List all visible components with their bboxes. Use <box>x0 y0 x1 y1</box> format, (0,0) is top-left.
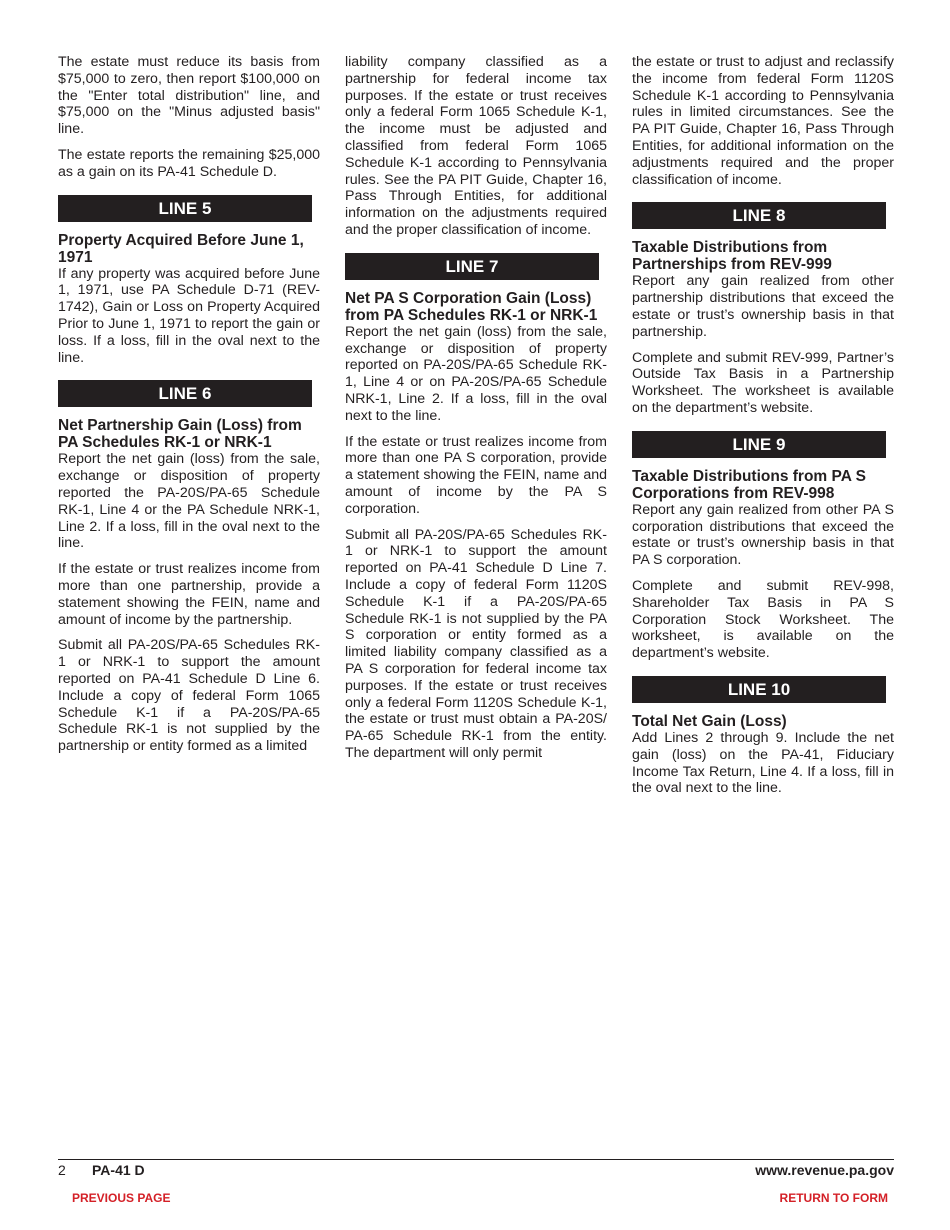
paragraph: If any property was acquired before June 1, 1971, use PA Schedule D-71 (REV-1742), Gain or Loss on Property Acquired Prior to June 1, 1971 to report the gain or loss. If a loss, fill in the oval next to the line. <box>58 265 320 366</box>
paragraph: Report the net gain (loss) from the sale, exchange or disposition of property reported the PA-20S/PA-65 Schedule RK-1, Line 4 or the PA Schedule NRK-1, Line 2. If a loss, fill in the oval next to the line. <box>58 451 320 552</box>
column-1 <box>58 54 320 764</box>
paragraph: Report any gain realized from other PA S corporation distributions that exceed the estate or trust’s ownership basis in that PA S corporation. <box>632 501 894 569</box>
previous-page-link[interactable]: PREVIOUS PAGE <box>72 1191 171 1205</box>
paragraph: Report any gain realized from other partnership distributions that exceed the estate or trust’s ownership basis in that partnership. <box>632 273 894 340</box>
line-7-header: LINE 7 <box>345 253 599 280</box>
column-3 <box>632 54 894 806</box>
paragraph: Report the net gain (loss) from the sale, exchange or disposition of property reported on PA-20S/PA-65 Schedule RK-1, Line 4 or on PA-20S/PA-65 Schedule NRK-1, Line 2. If a loss, fill in the oval next to the line. <box>345 323 607 424</box>
paragraph: Submit all PA-20S/PA-65 Schedules RK-1 or NRK-1 to support the amount reported on PA-41 Schedule D Line 7. Include a copy of federal Form 1120S Schedule K-1 if a PA-20S/PA-65 Schedule RK-1 is not supplied by the PA S corporation or entity formed as a limited liability company classified as a PA S corporation for federal income tax purposes. If the estate or trust receives only a federal Form 1120S Schedule K-1, the estate or trust must obtain a PA-20S/ PA-65 Schedule RK-1 from the entity. The department will only permit <box>345 526 607 761</box>
line-10-header: LINE 10 <box>632 676 886 703</box>
line-5-heading: Property Acquired Before June 1, 1971 <box>58 231 304 266</box>
form-name: PA-41 D <box>92 1162 145 1178</box>
paragraph: Add Lines 2 through 9. Include the net gain (loss) on the PA-41, Fiduciary Income Tax Return, Line 4. If a loss, fill in the oval next to the line. <box>632 729 894 797</box>
paragraph: If the estate or trust realizes income from more than one partnership, provide a statement showing the FEIN, name and amount of income by the partnership. <box>58 561 320 628</box>
line-5-header: LINE 5 <box>58 195 312 222</box>
line-9-header: LINE 9 <box>632 431 886 458</box>
paragraph: Complete and submit REV-998, Shareholder Tax Basis in PA S Corporation Stock Worksheet. The worksheet, is available on the department’s website. <box>632 577 894 662</box>
paragraph: If the estate or trust realizes income from more than one PA S corporation, provide a statement showing the FEIN, name and amount of income by the PA S corporation. <box>345 433 607 517</box>
line-9-heading: Taxable Distributions from PA S Corporations from REV-998 <box>632 467 866 502</box>
paragraph: The estate must reduce its basis from $75,000 to zero, then report $100,000 on the "Enter total distribution" line, and $75,000 on the "Minus adjusted basis" line. <box>58 54 320 138</box>
page-number: 2 <box>58 1162 66 1178</box>
line-6-header: LINE 6 <box>58 380 312 407</box>
return-to-form-link[interactable]: RETURN TO FORM <box>779 1191 888 1205</box>
column-2 <box>345 54 607 771</box>
line-8-header: LINE 8 <box>632 202 886 229</box>
paragraph: the estate or trust to adjust and reclassify the income from federal Form 1120S Schedule K-1 according to Pennsylvania rules in limited circumstances. See the PA PIT Guide, Chapter 16, Pass Through Entities, for additional information on the adjustments required and the proper classification of income. <box>632 54 894 188</box>
line-7-heading: Net PA S Corporation Gain (Loss) from PA Schedules RK-1 or NRK-1 <box>345 289 598 324</box>
line-6-heading: Net Partnership Gain (Loss) from PA Schedules RK-1 or NRK-1 <box>58 417 302 452</box>
paragraph: Complete and submit REV-999, Partner’s Outside Tax Basis in a Partnership Worksheet. The worksheet is available on the department’s website. <box>632 349 894 416</box>
website-link[interactable]: www.revenue.pa.gov <box>755 1162 894 1178</box>
footer-divider <box>58 1159 894 1160</box>
paragraph: The estate reports the remaining $25,000 as a gain on its PA-41 Schedule D. <box>58 146 320 180</box>
line-8-heading: Taxable Distributions from Partnerships from REV-999 <box>632 239 832 274</box>
line-10-heading: Total Net Gain (Loss) <box>632 712 787 730</box>
paragraph: liability company classified as a partnership for federal income tax purposes. If the estate or trust receives only a federal Form 1065 Schedule K-1, the income must be adjusted and classified from federal Form 1065 Schedule K-1 according to Pennsylvania rules. See the PA PIT Guide, Chapter 16, Pass Through Entities, for additional information on the adjustments required and the proper classification of income. <box>345 54 607 238</box>
paragraph: Submit all PA-20S/PA-65 Schedules RK-1 or NRK-1 to support the amount reported on PA-41 Schedule D Line 6. Include a copy of federal Form 1065 Schedule K-1 if a PA-20S/PA-65 Schedule RK-1 is not supplied by the partnership or entity formed as a limited <box>58 637 320 755</box>
